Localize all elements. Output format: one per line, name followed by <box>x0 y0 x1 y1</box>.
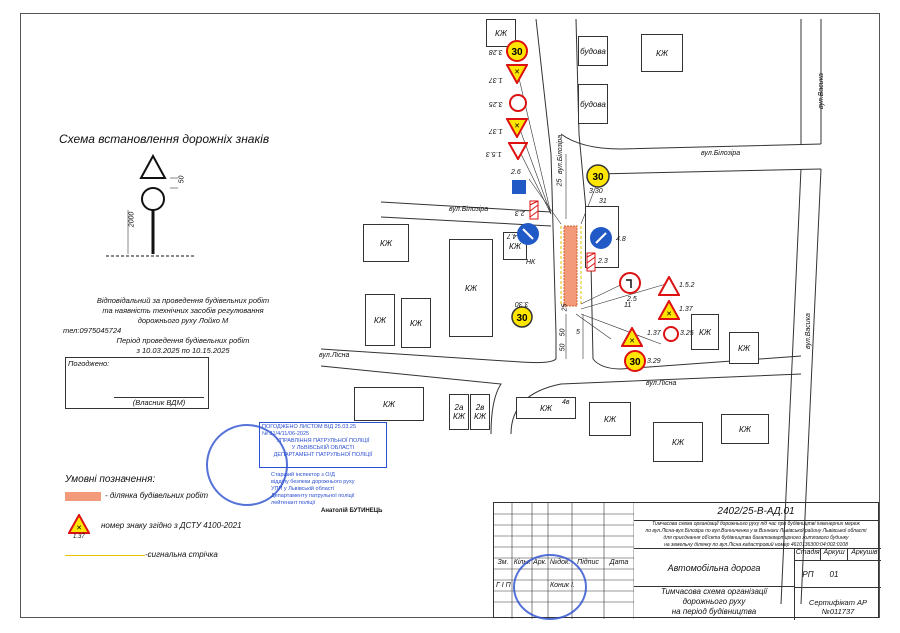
dimension: 50 <box>559 328 567 337</box>
svg-text:✕: ✕ <box>666 311 672 318</box>
house-number: 4в <box>562 399 570 406</box>
sign-code: 1.37 <box>489 76 503 83</box>
inspector-stamp: Старший інспектор з О/Д відділу безпеки дорожнього руху УПП у Львівській області Департаменту патрульної поліції лейтенант поліції <box>271 472 355 506</box>
building: КЖ <box>401 298 431 348</box>
svg-text:30: 30 <box>511 47 523 58</box>
building: КЖ <box>363 224 409 262</box>
building: КЖ <box>354 387 424 421</box>
legend-title: Умовні позначення: <box>65 474 156 485</box>
responsible-block: Відповідальний за проведення будівельних робіт та наявність технічних засобів регулювання дорожнього руху Лойко М тел:0975045724 Період проведення будівельних робіт з 10.03.2025 по 10.15.2025 <box>63 296 270 355</box>
sign-code: 2.3 <box>598 258 608 265</box>
narrowing-sign-icon <box>508 142 528 160</box>
road-works-sign-icon <box>68 514 90 534</box>
sign-code: 2.3 <box>515 209 525 216</box>
no-left-turn-sign-icon <box>619 272 641 294</box>
engineer-stamp <box>513 554 587 620</box>
keep-left-sign-icon <box>589 226 613 250</box>
sign-code: 3.30 <box>589 188 603 195</box>
building: КЖ <box>653 422 703 462</box>
revision-header: Зм. Кільк Арк. №док. Підпис Дата <box>497 559 629 566</box>
approval-stamp: ПОГОДЖЕНО ЛИСТОМ ВІД 25.03.25 № 31/4/11/06-2025 УПРАВЛІННЯ ПАТРУЛЬНОЇ ПОЛІЦІЇ У ЛЬВІВСЬКІЙ ОБЛАСТІ ДЕПАРТАМЕНТ ПАТРУЛЬНОЇ ПОЛІЦІЇ <box>259 422 387 468</box>
building: КЖ <box>721 414 769 444</box>
road-works-sign-icon <box>506 118 528 138</box>
certificate: Сертифікат АР №011737 <box>808 598 868 616</box>
building: КЖ <box>365 294 395 346</box>
object-name: Автомобільна дорога <box>634 548 794 587</box>
street-label-vasylka-top: вул.Васика <box>818 73 825 109</box>
building: КЖ <box>729 332 759 364</box>
house-number: 11 <box>624 302 632 309</box>
sign-code: 2.6 <box>511 169 521 176</box>
end-speed-limit-sign-icon <box>511 306 533 328</box>
legend-work-area: - ділянка будівельних робіт <box>105 491 209 500</box>
scheme-title: Схема встановлення дорожніх знаків <box>59 132 270 146</box>
sign-code: 1.37 <box>679 306 693 313</box>
pole-drawing <box>106 154 196 264</box>
scheme-name: Тимчасова схема організації дорожнього руху на період будівництва <box>634 586 794 620</box>
street-label-bilozira: вул.Білозіра <box>701 150 741 157</box>
gip-label: Г І П <box>496 582 511 589</box>
road-works-sign-icon <box>658 300 680 320</box>
pole-height: 2000 <box>128 211 136 228</box>
legend-tape: -сигнальна стрічка <box>145 550 218 559</box>
sign-code: 3.28 <box>489 48 503 55</box>
speed-limit-sign-icon <box>586 164 610 188</box>
sign-code: 1.5.3 <box>486 150 502 157</box>
building: КЖ <box>449 239 493 337</box>
legend-sign-code: 1.37 <box>73 534 85 540</box>
doc-code: 2402/25-В-АД.01 <box>717 506 795 517</box>
svg-text:30: 30 <box>592 172 604 183</box>
sign-code: 3.25 <box>489 100 503 107</box>
street-label-bilozira-left: вул.Білозіра <box>449 206 489 213</box>
svg-text:30: 30 <box>516 313 528 324</box>
legend-sign-number: номер знаку згідно з ДСТУ 4100-2021 <box>101 521 242 530</box>
work-area-swatch <box>65 492 101 501</box>
building: КЖ <box>641 34 683 72</box>
svg-text:✕: ✕ <box>514 69 520 76</box>
svg-text:✕: ✕ <box>629 338 635 345</box>
sign-code: 1.5.2 <box>679 282 695 289</box>
street-label-lisna-left: вул.Лісна <box>319 352 350 359</box>
building: КЖ <box>589 402 631 436</box>
street-label-vasylka-right: вул.Васика <box>805 313 812 349</box>
drawing-sheet <box>20 13 880 618</box>
sign-code: 1.37 <box>647 330 661 337</box>
dimension: 25 <box>561 303 569 312</box>
house-number: 31 <box>599 198 607 205</box>
no-overtaking-sign-icon <box>663 326 679 342</box>
street-label-bilozira-vertical: вул.Білозіра <box>557 134 564 174</box>
building: будова <box>578 84 608 124</box>
dimension: 5 <box>576 329 580 336</box>
narrowing-sign-icon <box>658 276 680 296</box>
sign-code: 3.29 <box>647 358 661 365</box>
signal-tape-swatch <box>65 555 145 556</box>
barrier-icon <box>529 200 539 220</box>
building: КЖ <box>486 19 516 47</box>
building: будова <box>578 36 608 66</box>
sign-code: 1.37 <box>489 127 503 134</box>
road-works-sign-icon <box>621 327 643 347</box>
doc-description: Тимчасова схема організації дорожнього руху під час при будівництві інженерних мереж по вул.Лісна-вул.Білозіра по вул.Винниченка у м.Винники Львівської району Львівської області для приєднання об'єкта будівництва багатоквартирного житлового будинку на земельну ділянку по вул.Лісна кадастровий номер 4610136300:04:002:0108 <box>634 520 878 549</box>
dimension: 25 <box>556 178 564 187</box>
building: КЖ <box>691 314 719 350</box>
gip-name: Коник І. <box>550 582 575 589</box>
sign-code: 3.25 <box>680 330 694 337</box>
nk-label: НК <box>526 259 536 266</box>
svg-text:✕: ✕ <box>514 123 520 130</box>
sign-code: 4.7 <box>507 232 517 239</box>
speed-limit-sign-icon <box>506 40 528 62</box>
svg-text:✕: ✕ <box>76 525 82 532</box>
barrier-icon <box>586 252 596 272</box>
road-works-sign-icon <box>506 64 528 84</box>
building-2a: 2а КЖ <box>449 394 469 430</box>
speed-limit-sign-icon <box>624 350 646 372</box>
agreed-box: Погоджено: (Власник ВДМ) <box>65 357 209 409</box>
priority-sign-icon <box>511 179 527 195</box>
building: КЖ <box>503 232 527 260</box>
sign-code: 2.5 <box>627 296 637 303</box>
keep-right-sign-icon <box>516 222 540 246</box>
dimension: 50 <box>559 343 567 352</box>
sign-code: 4.8 <box>616 236 626 243</box>
stage-block: Стадія Аркуш Аркушів РП 01 Сертифікат АР №011737 <box>794 548 881 620</box>
sign-code: 3.30 <box>515 300 529 307</box>
inspector-name: Анатолій БУТИНЕЦЬ <box>321 508 383 514</box>
svg-text:30: 30 <box>629 357 641 368</box>
pole-width: 50 <box>178 175 186 184</box>
building: КЖ <box>516 397 576 419</box>
no-overtaking-sign-icon <box>509 94 527 112</box>
building-2v: 2в КЖ <box>470 394 490 430</box>
street-label-lisna-right: вул.Лісна <box>646 380 677 387</box>
